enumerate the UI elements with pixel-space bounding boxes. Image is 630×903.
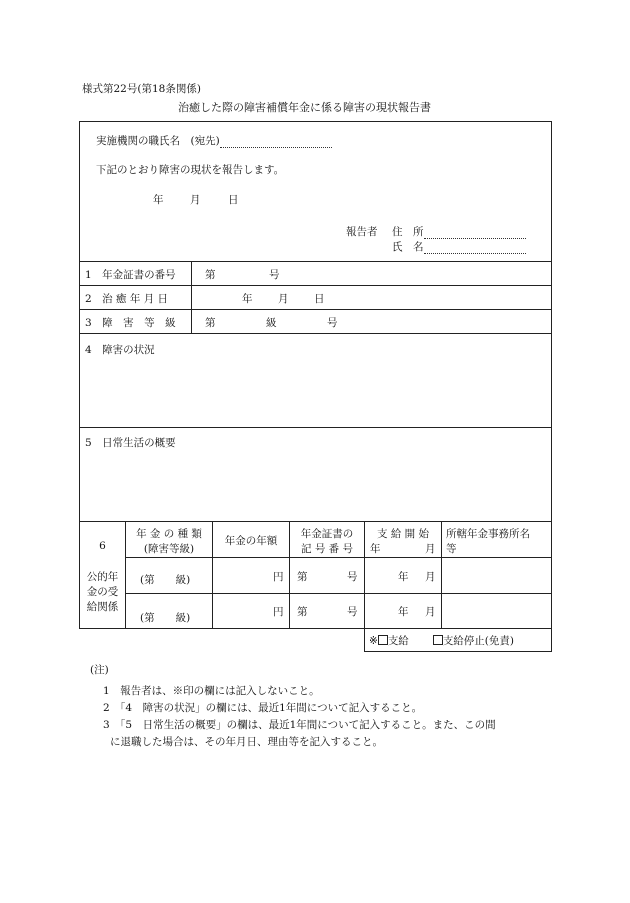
pension-yen-2: 円 [273,606,284,618]
divider [125,557,552,558]
pension-cert-dai: 第 [205,269,216,281]
grade-go: 号 [327,317,338,329]
pension-grade-1: (第 級) [140,574,191,586]
col-start-year: 年 [370,543,381,555]
addressee-label: 実施機関の職氏名 (宛先) [96,135,220,147]
divider [125,593,552,594]
col-office-2: 等 [446,543,457,555]
divider [79,285,552,286]
divider [79,261,552,262]
healing-date-label: 2 治 癒 年 月 日 [85,293,169,305]
pension-year-1: 年 [398,571,409,583]
addressee-field[interactable] [220,135,332,148]
healing-day: 日 [314,293,325,305]
addressee-row [96,133,332,148]
note-2: 2 「4 障害の状況」の欄には、最近1年間について記入すること。 [103,702,423,714]
note-3-line-1: 3 「5 日常生活の概要」の欄は、最近1年間について記入すること。また、この間 [103,719,496,731]
section6-label-3: 給関係 [86,601,119,613]
note-1: 1 報告者は、※印の欄には記入しないこと。 [103,685,320,697]
pension-grade-2: (第 級) [140,612,191,624]
address-label: 住 所 [392,226,424,238]
payment-stop-label: 支給停止(免責) [442,635,515,647]
payment-stop-checkbox[interactable] [433,635,443,645]
note-3-line-2: に退職した場合は、その年月日、理由等を記入すること。 [110,736,383,748]
date-day-label: 日 [228,194,239,206]
pension-dai-1: 第 [297,571,308,583]
section6-number: 6 [99,540,106,552]
address-row [392,224,526,239]
form-title: 治癒した際の障害補償年金に係る障害の現状報告書 [178,101,431,114]
section6-label-2: 金の受 [86,586,119,598]
pension-cert-go: 号 [269,269,280,281]
daily-life-label: 5 日常生活の概要 [85,437,176,449]
name-field[interactable] [424,241,526,254]
divider [79,427,552,428]
divider [441,521,442,629]
healing-date-field[interactable] [196,288,346,306]
pension-year-2: 年 [398,606,409,618]
date-year-label: 年 [153,194,164,206]
office-use-mark: ※ [369,635,378,647]
office-use-row [369,633,514,648]
section6-label-1: 公的年 [86,571,119,583]
pension-yen-1: 円 [273,571,284,583]
divider [79,309,552,310]
pension-office-field-2[interactable] [443,595,550,628]
grade-dai: 第 [205,317,216,329]
pension-go-1: 号 [347,571,358,583]
payment-label: 支給 [387,635,409,647]
pension-cert-number-label: 1 年金証書の番号 [85,269,176,281]
name-row [392,239,526,254]
healing-year: 年 [242,293,253,305]
col-cert-1: 年金証書の [300,528,354,540]
pension-dai-2: 第 [297,606,308,618]
divider [191,261,192,333]
disability-status-field[interactable] [82,358,548,424]
name-label: 氏 名 [392,241,424,253]
divider [79,521,552,522]
reporter-label: 報告者 [346,226,378,238]
disability-status-label: 4 障害の状況 [85,344,155,356]
daily-life-field[interactable] [82,452,548,518]
col-pension-type-2: (障害等級) [143,543,195,555]
healing-month: 月 [278,293,289,305]
col-pension-type-1: 年 金 の 種 類 [136,528,202,540]
address-field[interactable] [424,226,526,239]
col-annual-amount: 年金の年額 [224,535,278,547]
date-month-label: 月 [190,194,201,206]
notes-heading: (注) [90,664,109,676]
col-office-1: 所轄年金事務所名 [446,528,530,540]
pension-month-2: 月 [425,606,436,618]
pension-month-1: 月 [425,571,436,583]
pension-go-2: 号 [347,606,358,618]
col-start-month: 月 [425,543,436,555]
pension-office-field-1[interactable] [443,559,550,592]
statement-text: 下記のとおり障害の現状を報告します。 [96,164,285,176]
payment-checkbox[interactable] [378,635,388,645]
grade-kyu: 級 [266,317,277,329]
disability-grade-field[interactable] [196,312,346,330]
col-cert-2: 記 号 番 号 [300,543,353,555]
pension-cert-number-field[interactable] [225,264,265,282]
col-start-1: 支 給 開 始 [376,528,429,540]
form-number: 様式第22号(第18条関係) [82,83,201,95]
divider [79,333,552,334]
disability-grade-label: 3 障 害 等 級 [85,317,176,329]
